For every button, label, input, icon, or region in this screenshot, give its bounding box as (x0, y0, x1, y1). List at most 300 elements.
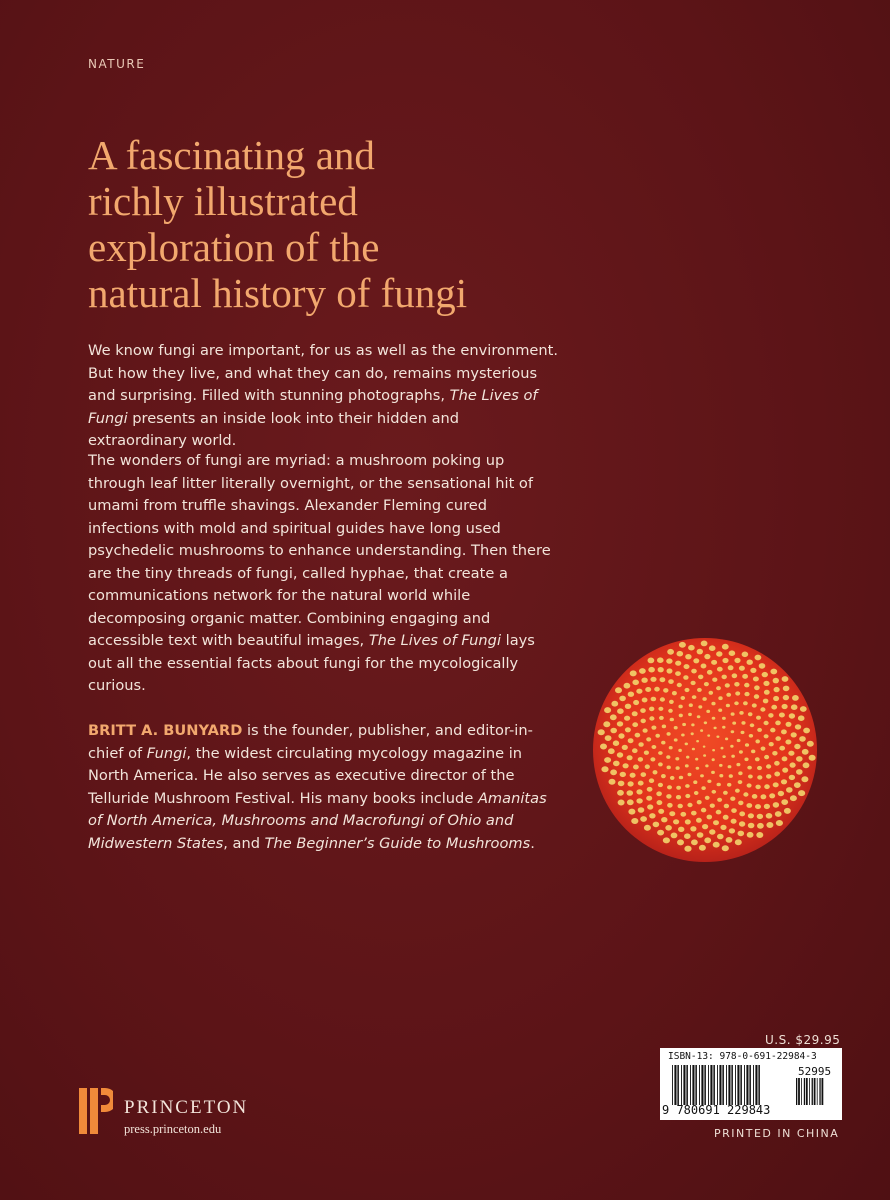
wart (770, 669, 777, 675)
wart (703, 754, 706, 757)
wart (763, 681, 769, 686)
wart (709, 829, 715, 834)
wart (800, 706, 807, 712)
wart (735, 839, 742, 845)
wart (667, 668, 673, 673)
text-run: The wonders of fungi are myriad: a mushroom poking up through leaf litter literally overnight, or the sensational hit of umami from truffle shavings. Alexander Fleming cured infections with mold and spiritual guides have long used psychedelic mushrooms to enhance understanding. Then there are the tiny threads of fungi, called hyphae, that create a communications network for the natural world while decomposing organic matter. Combining engaging and accessible text with beautiful images, (88, 452, 551, 649)
wart (679, 714, 683, 718)
wart (678, 827, 684, 832)
wart (707, 734, 710, 736)
wart (628, 692, 634, 697)
wart (676, 786, 681, 790)
wart (732, 673, 738, 678)
wart (600, 744, 607, 750)
wart (659, 716, 664, 720)
wart (739, 750, 743, 753)
wart (749, 734, 753, 738)
barcode-bar (728, 1065, 730, 1105)
wart (756, 832, 763, 838)
wart (660, 697, 665, 701)
wart (706, 710, 710, 713)
wart (677, 839, 684, 845)
wart (763, 699, 769, 704)
wart (675, 671, 681, 676)
wart (603, 721, 610, 727)
barcode-bar (677, 1065, 679, 1105)
barcode-bar (710, 1065, 712, 1105)
wart (650, 757, 655, 761)
wart (696, 740, 699, 742)
wart (761, 794, 767, 799)
wart (628, 809, 635, 815)
barcode-bar (726, 1065, 727, 1105)
wart (661, 774, 666, 778)
wart (748, 823, 755, 829)
wart (696, 818, 702, 823)
wart (712, 717, 716, 720)
wart (636, 789, 642, 794)
wart (722, 675, 727, 680)
wart (704, 682, 709, 686)
barcode-bar (692, 1065, 694, 1105)
wart (738, 831, 745, 837)
wart (711, 660, 717, 665)
wart (653, 822, 660, 828)
wart (638, 757, 643, 762)
wart (631, 818, 638, 824)
wart (640, 816, 647, 822)
barcode-bar (686, 1065, 688, 1105)
wart (723, 815, 729, 820)
wart (681, 734, 685, 737)
wart (617, 721, 623, 726)
wart (690, 826, 696, 831)
wart (699, 845, 706, 851)
wart (613, 761, 620, 767)
wart (747, 832, 754, 838)
wart (762, 672, 768, 677)
wart (645, 687, 651, 692)
wart (658, 751, 663, 755)
wart (620, 772, 626, 777)
wart (705, 796, 710, 800)
wart (747, 766, 752, 770)
wart (701, 786, 705, 790)
wart (635, 733, 641, 738)
wart (644, 751, 649, 755)
wart (638, 807, 645, 813)
barcode-bar (719, 1065, 721, 1105)
barcode-addon-bars (796, 1078, 836, 1105)
wart (754, 685, 760, 690)
wart (633, 700, 639, 705)
wart (628, 738, 634, 743)
wart (666, 794, 671, 799)
wart (751, 750, 755, 754)
wart (773, 802, 779, 808)
wart (766, 822, 773, 828)
wart (755, 655, 762, 661)
wart (641, 678, 647, 683)
wart (791, 704, 798, 710)
wart (704, 837, 711, 843)
wart (802, 749, 809, 755)
wart (726, 837, 733, 843)
wart (748, 712, 753, 716)
wart (668, 679, 674, 684)
wart (680, 812, 686, 817)
wart (729, 828, 735, 833)
wart (654, 687, 660, 692)
wart (782, 756, 788, 761)
wart (782, 676, 789, 682)
wart (661, 817, 667, 822)
wart (786, 787, 793, 793)
wart (755, 785, 760, 790)
wart (761, 747, 766, 751)
wart (707, 780, 711, 783)
wart (683, 675, 688, 680)
barcode-bar (755, 1065, 757, 1105)
wart (764, 755, 769, 759)
wart (673, 819, 679, 824)
magazine-title: Fungi (146, 744, 187, 762)
wart (739, 821, 745, 826)
wart (679, 776, 683, 780)
wart (647, 787, 653, 792)
wart (697, 649, 703, 655)
wart (722, 658, 728, 663)
wart (764, 721, 769, 725)
description-paragraph-2 (88, 450, 558, 698)
wart (756, 716, 761, 720)
wart (754, 694, 759, 699)
wart (601, 766, 608, 772)
wart (728, 665, 734, 670)
wart (742, 674, 748, 679)
wart (742, 652, 749, 658)
wart (707, 815, 713, 820)
wart (613, 740, 619, 746)
barcode-bar (806, 1078, 808, 1105)
wart (776, 820, 783, 826)
headline-line: A fascinating and (88, 132, 375, 178)
wart (694, 791, 699, 795)
publisher-url[interactable]: press.princeton.edu (124, 1122, 222, 1136)
wart (697, 800, 702, 804)
wart (628, 781, 634, 786)
wart (703, 746, 706, 748)
wart (617, 708, 624, 714)
barcode-bar (753, 1065, 754, 1105)
wart (794, 744, 800, 749)
wart (701, 641, 708, 647)
wart (675, 661, 681, 666)
wart (692, 748, 695, 751)
wart (753, 677, 759, 682)
wart (717, 834, 724, 840)
wart (774, 772, 780, 777)
barcode-bar (804, 1078, 805, 1105)
wart (698, 705, 702, 708)
wart (755, 804, 761, 809)
wart (684, 833, 691, 839)
wart (639, 668, 646, 674)
wart (764, 690, 770, 695)
barcode-bar (812, 1078, 813, 1105)
wart (649, 778, 654, 783)
wart (789, 775, 795, 780)
wart (709, 691, 714, 695)
wart (716, 686, 721, 690)
wart (711, 702, 715, 706)
wart (759, 663, 766, 669)
wart (722, 726, 725, 729)
wart (604, 757, 611, 763)
wart (724, 804, 729, 809)
barcode-bar (681, 1065, 682, 1105)
wart (766, 813, 773, 819)
description-paragraph-1 (88, 340, 558, 453)
author-bio (88, 720, 558, 855)
wart (700, 729, 703, 732)
wart (618, 800, 625, 806)
wart (688, 773, 692, 776)
wart (658, 707, 663, 711)
wart (750, 668, 756, 673)
wart (752, 794, 758, 799)
wart (712, 790, 717, 794)
wart (700, 774, 704, 777)
wart (778, 791, 784, 796)
barcode-bars (672, 1065, 792, 1105)
wart (685, 819, 691, 824)
wart (671, 833, 678, 839)
barcode-bar (744, 1065, 745, 1105)
text-run: , the widest circulating mycology magazine in North America. He also serves as executive director of the Telluride Mushroom Festival. His many books include (88, 744, 523, 807)
wart (649, 813, 655, 818)
wart (669, 700, 674, 704)
headline-line: richly illustrated (88, 178, 358, 224)
barcode-bar (817, 1078, 818, 1105)
wart (609, 779, 616, 785)
wart (663, 688, 668, 693)
wart (627, 790, 634, 796)
mushroom-cap-photo (590, 635, 820, 865)
headline-line: natural history of fungi (88, 270, 468, 316)
wart (801, 776, 808, 782)
isbn-label: ISBN-13: 978-0-691-22984-3 (668, 1051, 817, 1062)
wart (735, 691, 740, 695)
wart (632, 722, 638, 727)
wart (636, 798, 642, 803)
wart (710, 804, 715, 808)
wart (667, 766, 671, 770)
wart (746, 803, 752, 808)
price-label: U.S. $29.95 (765, 1033, 841, 1047)
wart (775, 721, 781, 726)
wart (624, 683, 631, 689)
wart (665, 825, 672, 831)
wart (790, 762, 796, 767)
wart (722, 845, 729, 851)
wart (642, 698, 648, 703)
wart (757, 775, 762, 779)
wart (681, 696, 686, 700)
wart (774, 687, 780, 692)
wart (645, 764, 650, 769)
text-run: , and (223, 834, 265, 852)
wart (625, 704, 631, 709)
barcode-bar (731, 1065, 733, 1105)
wart (728, 765, 732, 768)
wart (730, 797, 735, 801)
wart (684, 664, 690, 669)
wart (790, 795, 797, 801)
wart (667, 732, 671, 736)
wart (707, 670, 713, 675)
barcode-bar (809, 1078, 810, 1105)
wart (735, 789, 740, 793)
wart (691, 839, 698, 845)
wart (638, 781, 644, 786)
wart (744, 683, 749, 688)
wart (630, 670, 637, 676)
wart (675, 757, 679, 760)
barcode-bar (749, 1065, 751, 1105)
wart (788, 751, 794, 756)
barcode-bar (735, 1065, 736, 1105)
wart (727, 783, 731, 787)
wart (670, 776, 675, 780)
wart (688, 645, 695, 651)
wart (748, 813, 754, 818)
wart (764, 734, 769, 738)
barcode-bar (699, 1065, 700, 1105)
category-label: NATURE (88, 57, 146, 71)
wart (688, 713, 692, 716)
barcode-bar (740, 1065, 742, 1105)
wart (685, 654, 691, 659)
wart (705, 764, 708, 767)
wart (678, 749, 682, 752)
author-name: BRITT A. BUNYARD (88, 722, 243, 739)
barcode-bar (737, 1065, 739, 1105)
wart (658, 762, 663, 766)
wart (807, 741, 814, 747)
text-run: presents an inside look into their hidden and extraordinary world. (88, 409, 460, 449)
barcode (660, 1048, 842, 1120)
wart (685, 688, 690, 692)
wart (775, 811, 782, 817)
barcode-bar (722, 1065, 724, 1105)
wart (714, 727, 717, 730)
wart (608, 748, 615, 754)
wart (782, 768, 788, 773)
wart (732, 722, 736, 725)
wart (625, 727, 631, 732)
wart (646, 737, 651, 741)
wart (632, 748, 638, 753)
wart (652, 745, 657, 749)
wart (657, 657, 664, 663)
wart (774, 761, 780, 766)
printed-in-label: PRINTED IN CHINA (714, 1127, 840, 1140)
wart (718, 709, 722, 712)
wart (717, 798, 722, 802)
wart (731, 819, 737, 824)
wart (660, 677, 666, 682)
wart (651, 697, 657, 702)
wart (785, 740, 791, 745)
wart (656, 791, 662, 796)
wart (618, 781, 625, 787)
wart (648, 667, 655, 673)
wart (649, 716, 654, 720)
wart (693, 780, 697, 784)
wart (632, 711, 638, 716)
wart (731, 755, 735, 758)
wart (679, 642, 686, 648)
barcode-digits: 9 780691 229843 (662, 1103, 771, 1117)
wart (779, 746, 785, 751)
wart (647, 804, 653, 809)
wart (789, 713, 795, 718)
wart (764, 784, 770, 789)
wart (781, 779, 787, 784)
wart (750, 723, 755, 727)
wart (697, 715, 701, 718)
wart (739, 711, 743, 715)
barcode-bar (746, 1065, 748, 1105)
wart (598, 729, 605, 735)
wart (779, 713, 785, 718)
wart (799, 736, 806, 742)
wart (757, 823, 764, 829)
wart (702, 697, 706, 701)
wart (757, 814, 763, 819)
wart (726, 693, 731, 697)
wart (798, 715, 805, 721)
wart (691, 811, 697, 816)
wart (670, 718, 674, 722)
wart (651, 726, 656, 730)
wart (640, 708, 646, 713)
wart (610, 769, 617, 775)
wart (726, 704, 730, 708)
wart (658, 809, 664, 814)
wart (809, 755, 816, 761)
wart (772, 751, 777, 756)
wart (803, 728, 810, 734)
wart (650, 677, 656, 682)
wart (641, 719, 646, 724)
wart (627, 755, 633, 760)
wart (766, 774, 771, 779)
wart (773, 696, 779, 701)
wart (739, 811, 745, 816)
wart (691, 723, 694, 726)
wart (668, 709, 673, 713)
wart (739, 666, 745, 671)
wart (676, 766, 680, 770)
wart (719, 764, 723, 767)
wart (627, 799, 634, 805)
wart (741, 731, 745, 734)
wart (709, 645, 716, 651)
price-code: 52995 (798, 1065, 832, 1078)
wart (713, 842, 720, 848)
